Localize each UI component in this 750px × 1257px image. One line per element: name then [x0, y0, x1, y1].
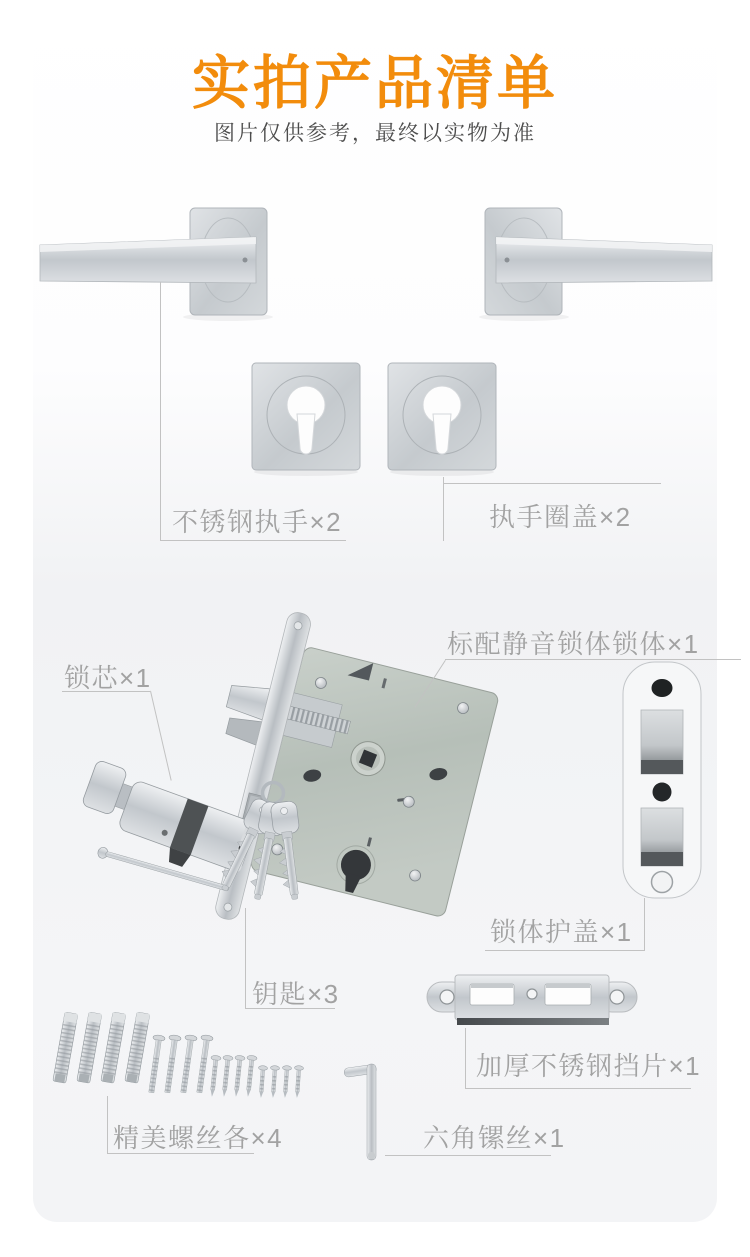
escutcheons-image [252, 363, 496, 476]
label-lock-cover: 锁体护盖×1 [490, 917, 633, 947]
label-strike-plate: 加厚不锈钢挡片×1 [476, 1051, 702, 1081]
label-cylinder: 锁芯×1 [64, 663, 152, 693]
leader-line-screws [107, 1096, 108, 1154]
label-escutcheons: 执手圈盖×2 [489, 502, 632, 532]
label-screws: 精美螺丝各×4 [113, 1123, 284, 1153]
screws-image [53, 1012, 304, 1098]
lock-cover-image [623, 662, 701, 898]
small-screws-image [256, 1065, 303, 1098]
underline-handles [160, 540, 346, 541]
leader-line-strike-plate [465, 1028, 466, 1089]
label-lock-body: 标配静音锁体锁体×1 [447, 629, 700, 659]
strike-plate-image [427, 975, 637, 1025]
door-handles-image [40, 208, 712, 321]
leader-line-keys [245, 908, 246, 1009]
label-handles: 不锈钢执手×2 [172, 507, 343, 537]
tapping-screws-image [207, 1055, 257, 1097]
underline-lock-cover [485, 950, 645, 951]
leader-line-handles [160, 282, 161, 540]
machine-screws-image [145, 1034, 213, 1093]
label-keys: 钥匙×3 [252, 979, 340, 1009]
underline-hex-wrench [385, 1155, 551, 1156]
label-hex-wrench: 六角镙丝×1 [423, 1123, 566, 1153]
leader-line-escutcheons [443, 477, 444, 541]
underline-strike-plate [465, 1088, 691, 1089]
page-subtitle: 图片仅供参考，最终以实物为准 [214, 122, 536, 145]
hex-wrench-image [344, 1064, 377, 1160]
door-handle-right-image [479, 208, 712, 321]
overline-escutcheons [443, 483, 661, 484]
standoff-bolts-image [53, 1012, 150, 1083]
page-title: 实拍产品清单 [191, 51, 558, 116]
leader-line-lock-cover [644, 898, 645, 951]
door-handle-left-image [40, 208, 273, 321]
